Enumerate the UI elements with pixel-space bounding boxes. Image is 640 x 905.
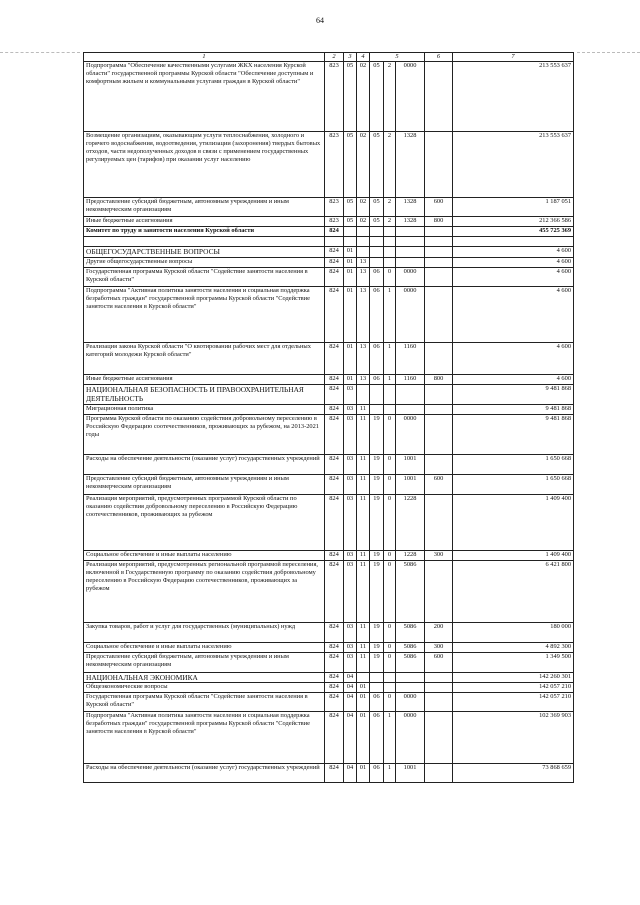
table-row [84,692,574,711]
cell-cs3: 1228 [396,550,425,560]
cell-cs3: 1001 [396,454,425,474]
cell-cs2 [384,237,396,247]
cell-sum: 73 868 659 [453,763,574,782]
cell-vr [425,343,453,375]
cell-vr [425,763,453,782]
cell-cs3: 0000 [396,62,425,132]
cell-cs1: 19 [370,622,384,642]
cell-name: НАЦИОНАЛЬНАЯ БЕЗОПАСНОСТЬ И ПРАВООХРАНИТЕЛЬНАЯ ДЕЯТЕЛЬНОСТЬ [84,385,325,405]
cell-pr [357,672,370,682]
cell-sum: 6 421 800 [453,560,574,622]
cell-cs1: 19 [370,494,384,550]
cell-cs2: 1 [384,287,396,343]
cell-cs2 [384,385,396,405]
cell-rz: 04 [344,763,357,782]
cell-sum: 142 057 210 [453,692,574,711]
cell-pr: 13 [357,258,370,268]
cell-sum: 213 553 637 [453,132,574,198]
table-row [84,258,574,268]
cell-rz: 05 [344,198,357,217]
cell-rz: 04 [344,711,357,763]
cell-pr: 13 [357,343,370,375]
cell-rz: 04 [344,692,357,711]
cell-cs3: 1328 [396,198,425,217]
cell-rz: 03 [344,550,357,560]
cell-sum: 213 553 637 [453,62,574,132]
page-number: 64 [316,16,324,25]
cell-vr [425,247,453,258]
cell-vr [425,672,453,682]
cell-name: Миграционная политика [84,404,325,414]
cell-gr: 824 [325,385,344,405]
cell-vr [425,414,453,454]
cell-gr: 823 [325,62,344,132]
cell-sum [453,237,574,247]
cell-gr: 824 [325,622,344,642]
cell-cs2: 0 [384,494,396,550]
cell-sum: 180 000 [453,622,574,642]
cell-pr: 11 [357,560,370,622]
cell-cs1: 06 [370,692,384,711]
header-col-gr: 2 [325,53,344,62]
table-row [84,474,574,494]
cell-cs1: 06 [370,268,384,287]
cell-cs3 [396,404,425,414]
table-row [84,132,574,198]
cell-name: Подпрограмма "Обеспечение качественными услугами ЖКХ населения Курской области" государственной программы Курской области "Обеспечение доступным и комфортным жильем и коммунальными услугами граждан в Курской области" [84,62,325,132]
cell-cs3: 5086 [396,622,425,642]
header-col-vr: 6 [425,53,453,62]
cell-pr: 01 [357,711,370,763]
cell-gr: 824 [325,550,344,560]
margin-line-right [577,52,640,53]
cell-vr [425,237,453,247]
cell-rz: 03 [344,454,357,474]
table-row [84,385,574,405]
cell-cs1: 05 [370,62,384,132]
header-col-sum: 7 [453,53,574,62]
cell-cs1: 05 [370,217,384,227]
cell-rz: 01 [344,247,357,258]
cell-cs2: 1 [384,711,396,763]
cell-cs3: 1328 [396,217,425,227]
cell-sum: 142 260 301 [453,672,574,682]
cell-cs2 [384,682,396,692]
cell-rz: 01 [344,287,357,343]
cell-cs1 [370,682,384,692]
cell-cs3: 5086 [396,560,425,622]
cell-rz: 03 [344,560,357,622]
cell-cs2 [384,672,396,682]
cell-gr: 824 [325,258,344,268]
cell-vr [425,227,453,237]
cell-gr: 824 [325,763,344,782]
cell-rz: 05 [344,217,357,227]
cell-cs3: 1001 [396,763,425,782]
cell-vr: 600 [425,652,453,672]
cell-name: Возмещение организациям, оказывающим услуги теплоснабжения, холодного и горячего водоснабжения, водоотведения, утилизации (захоронения) твердых бытовых отходов, части недополученных доходов в связи с применением государственных регулируемых цен (тарифов) при оказании услуг населению [84,132,325,198]
cell-pr: 11 [357,642,370,652]
cell-sum: 9 481 868 [453,414,574,454]
cell-cs1: 06 [370,763,384,782]
table-row [84,672,574,682]
cell-name: Реализация мероприятий, предусмотренных программой Курской области по оказанию содействия добровольному переселению в Российскую Федерацию соотечественников, проживающих за рубежом [84,494,325,550]
cell-cs2 [384,247,396,258]
cell-gr: 824 [325,642,344,652]
cell-cs1: 19 [370,652,384,672]
cell-cs3: 1228 [396,494,425,550]
cell-rz: 03 [344,414,357,454]
cell-sum: 9 481 868 [453,385,574,405]
table-row [84,652,574,672]
cell-sum: 1 650 668 [453,474,574,494]
table-row [84,404,574,414]
cell-name: Общеэкономические вопросы [84,682,325,692]
table-row [84,247,574,258]
cell-vr [425,494,453,550]
table-row [84,375,574,385]
cell-cs3 [396,682,425,692]
table-row [84,287,574,343]
header-col-name: 1 [84,53,325,62]
table-row [84,217,574,227]
cell-gr: 824 [325,375,344,385]
cell-rz: 01 [344,375,357,385]
cell-cs1: 19 [370,454,384,474]
cell-gr: 824 [325,692,344,711]
cell-rz: 03 [344,404,357,414]
cell-vr: 600 [425,474,453,494]
cell-vr [425,560,453,622]
cell-cs1: 19 [370,474,384,494]
cell-vr [425,258,453,268]
cell-cs2: 0 [384,454,396,474]
cell-gr: 824 [325,414,344,454]
cell-vr [425,692,453,711]
cell-name: Реализация закона Курской области "О квотировании рабочих мест для отдельных категорий молодежи Курской области" [84,343,325,375]
cell-cs3 [396,237,425,247]
cell-cs2: 2 [384,217,396,227]
budget-table [83,52,574,783]
cell-gr: 824 [325,672,344,682]
cell-cs2: 0 [384,550,396,560]
header-col-rz: 3 [344,53,357,62]
cell-name: Другие общегосударственные вопросы [84,258,325,268]
cell-rz: 01 [344,268,357,287]
cell-rz: 05 [344,132,357,198]
cell-name: Предоставление субсидий бюджетным, автономным учреждениям и иным некоммерческим организациям [84,474,325,494]
cell-cs3: 0000 [396,692,425,711]
cell-name: Комитет по труду и занятости населения Курской области [84,227,325,237]
table-body [84,62,574,783]
table-row [84,550,574,560]
cell-name: Социальное обеспечение и иные выплаты населению [84,642,325,652]
cell-name: Расходы на обеспечение деятельности (оказание услуг) государственных учреждений [84,763,325,782]
cell-gr [325,237,344,247]
cell-cs1: 05 [370,132,384,198]
cell-cs1: 06 [370,287,384,343]
cell-rz: 03 [344,385,357,405]
cell-gr: 823 [325,198,344,217]
cell-rz: 05 [344,62,357,132]
cell-vr [425,404,453,414]
cell-cs2: 0 [384,414,396,454]
cell-rz: 03 [344,494,357,550]
cell-cs1 [370,672,384,682]
cell-rz: 03 [344,642,357,652]
table-row [84,268,574,287]
cell-sum: 1 409 400 [453,494,574,550]
cell-sum: 4 892 300 [453,642,574,652]
cell-rz: 03 [344,474,357,494]
cell-name: Подпрограмма "Активная политика занятости населения и социальная поддержка безработных граждан" государственной программы Курской области "Содействие занятости населения в Курской области" [84,711,325,763]
cell-pr: 11 [357,404,370,414]
cell-cs1: 06 [370,343,384,375]
cell-cs3 [396,385,425,405]
cell-sum: 102 369 903 [453,711,574,763]
table-row [84,414,574,454]
cell-gr: 824 [325,682,344,692]
cell-cs3 [396,672,425,682]
cell-name: Государственная программа Курской области "Содействие занятости населения в Курской области" [84,268,325,287]
cell-cs2: 0 [384,692,396,711]
cell-rz [344,237,357,247]
cell-vr [425,454,453,474]
cell-name: Государственная программа Курской области "Содействие занятости населения в Курской области" [84,692,325,711]
table-row [84,682,574,692]
cell-rz: 01 [344,258,357,268]
cell-gr: 824 [325,454,344,474]
cell-vr [425,268,453,287]
cell-pr: 02 [357,217,370,227]
cell-cs2: 0 [384,652,396,672]
cell-pr: 01 [357,682,370,692]
cell-pr: 11 [357,474,370,494]
table-row [84,560,574,622]
table-row [84,343,574,375]
cell-cs1 [370,247,384,258]
cell-gr: 824 [325,247,344,258]
margin-line-left [0,52,80,53]
cell-vr [425,682,453,692]
cell-sum: 4 600 [453,247,574,258]
cell-cs1 [370,237,384,247]
cell-cs2: 0 [384,560,396,622]
cell-cs3: 0000 [396,268,425,287]
cell-sum: 1 187 051 [453,198,574,217]
cell-cs1: 05 [370,198,384,217]
cell-name: Реализация мероприятий, предусмотренных региональной программой переселения, включенной в Государственную программу по оказанию содействия добровольному переселению в Российскую Федерацию соотечественников, проживающих за рубежом [84,560,325,622]
cell-gr: 824 [325,343,344,375]
cell-rz: 04 [344,672,357,682]
table-row [84,642,574,652]
cell-sum: 212 366 586 [453,217,574,227]
cell-vr [425,287,453,343]
cell-cs1 [370,258,384,268]
cell-sum: 142 057 210 [453,682,574,692]
cell-cs2 [384,227,396,237]
cell-cs2: 1 [384,343,396,375]
cell-pr: 11 [357,494,370,550]
cell-vr: 300 [425,550,453,560]
table-row [84,62,574,132]
cell-cs3 [396,247,425,258]
table-header-row [84,53,574,62]
cell-vr: 800 [425,375,453,385]
cell-name: ОБЩЕГОСУДАРСТВЕННЫЕ ВОПРОСЫ [84,247,325,258]
cell-sum: 1 650 668 [453,454,574,474]
cell-vr: 300 [425,642,453,652]
cell-pr: 02 [357,132,370,198]
cell-cs2: 2 [384,132,396,198]
cell-cs3: 5086 [396,652,425,672]
cell-name: Расходы на обеспечение деятельности (оказание услуг) государственных учреждений [84,454,325,474]
cell-name: Программа Курской области по оказанию содействия добровольному переселению в Российскую Федерацию соотечественников, проживающих за рубежом, на 2013-2021 годы [84,414,325,454]
cell-pr: 13 [357,375,370,385]
cell-sum: 455 725 369 [453,227,574,237]
cell-gr: 823 [325,217,344,227]
cell-cs1: 19 [370,550,384,560]
cell-cs3: 0000 [396,287,425,343]
cell-gr: 823 [325,132,344,198]
cell-gr: 824 [325,287,344,343]
cell-pr: 11 [357,622,370,642]
cell-cs2: 0 [384,268,396,287]
cell-rz: 04 [344,682,357,692]
cell-vr: 800 [425,217,453,227]
cell-pr: 11 [357,550,370,560]
cell-pr: 11 [357,414,370,454]
cell-pr: 13 [357,287,370,343]
header-col-csr: 5 [370,53,425,62]
cell-pr [357,385,370,405]
table-row [84,494,574,550]
cell-cs1: 06 [370,711,384,763]
cell-sum: 1 409 400 [453,550,574,560]
cell-sum: 4 600 [453,268,574,287]
cell-cs3 [396,227,425,237]
table-row [84,198,574,217]
cell-rz [344,227,357,237]
cell-gr: 824 [325,404,344,414]
cell-sum: 4 600 [453,343,574,375]
cell-name: Предоставление субсидий бюджетным, автономным учреждениям и иным некоммерческим организациям [84,652,325,672]
cell-cs3: 0000 [396,414,425,454]
cell-pr [357,227,370,237]
cell-pr: 11 [357,652,370,672]
cell-cs3: 0000 [396,711,425,763]
cell-gr: 824 [325,652,344,672]
cell-name: НАЦИОНАЛЬНАЯ ЭКОНОМИКА [84,672,325,682]
cell-cs2: 0 [384,474,396,494]
cell-cs1: 19 [370,414,384,454]
cell-vr: 200 [425,622,453,642]
cell-cs3: 1160 [396,375,425,385]
cell-rz: 03 [344,622,357,642]
cell-cs2: 1 [384,763,396,782]
cell-vr [425,385,453,405]
cell-cs1 [370,227,384,237]
cell-cs1 [370,404,384,414]
cell-rz: 01 [344,343,357,375]
table-row [84,622,574,642]
cell-cs2: 1 [384,375,396,385]
cell-name: Закупка товаров, работ и услуг для государственных (муниципальных) нужд [84,622,325,642]
cell-pr: 02 [357,62,370,132]
cell-gr: 824 [325,494,344,550]
cell-cs1: 06 [370,375,384,385]
cell-cs3: 5086 [396,642,425,652]
cell-cs1 [370,385,384,405]
cell-sum: 4 600 [453,258,574,268]
cell-cs2: 2 [384,62,396,132]
cell-vr [425,132,453,198]
cell-cs2 [384,258,396,268]
cell-name: Иные бюджетные ассигнования [84,375,325,385]
cell-vr: 600 [425,198,453,217]
cell-name: Иные бюджетные ассигнования [84,217,325,227]
cell-cs1: 19 [370,560,384,622]
cell-cs3: 1328 [396,132,425,198]
cell-pr [357,237,370,247]
cell-cs2: 2 [384,198,396,217]
table-row [84,237,574,247]
cell-pr: 02 [357,198,370,217]
cell-sum: 9 481 868 [453,404,574,414]
cell-pr: 01 [357,763,370,782]
cell-name: Подпрограмма "Активная политика занятости населения и социальная поддержка безработных граждан" государственной программы Курской области "Содействие занятости населения в Курской области" [84,287,325,343]
cell-cs1: 19 [370,642,384,652]
cell-name: Предоставление субсидий бюджетным, автономным учреждениям и иным некоммерческим организациям [84,198,325,217]
cell-gr: 824 [325,711,344,763]
table-row [84,711,574,763]
cell-vr [425,62,453,132]
cell-cs2 [384,404,396,414]
cell-cs2: 0 [384,622,396,642]
cell-pr: 13 [357,268,370,287]
cell-sum: 1 349 500 [453,652,574,672]
cell-vr [425,711,453,763]
table-row [84,227,574,237]
cell-gr: 824 [325,474,344,494]
cell-pr: 11 [357,454,370,474]
table-row [84,763,574,782]
cell-cs3: 1160 [396,343,425,375]
cell-gr: 824 [325,268,344,287]
cell-gr: 824 [325,560,344,622]
cell-name: Социальное обеспечение и иные выплаты населению [84,550,325,560]
table-row [84,454,574,474]
cell-cs3 [396,258,425,268]
cell-name [84,237,325,247]
cell-sum: 4 600 [453,287,574,343]
cell-rz: 03 [344,652,357,672]
cell-pr: 01 [357,692,370,711]
cell-cs2: 0 [384,642,396,652]
cell-gr: 824 [325,227,344,237]
cell-sum: 4 600 [453,375,574,385]
cell-pr [357,247,370,258]
header-col-pr: 4 [357,53,370,62]
cell-cs3: 1001 [396,474,425,494]
